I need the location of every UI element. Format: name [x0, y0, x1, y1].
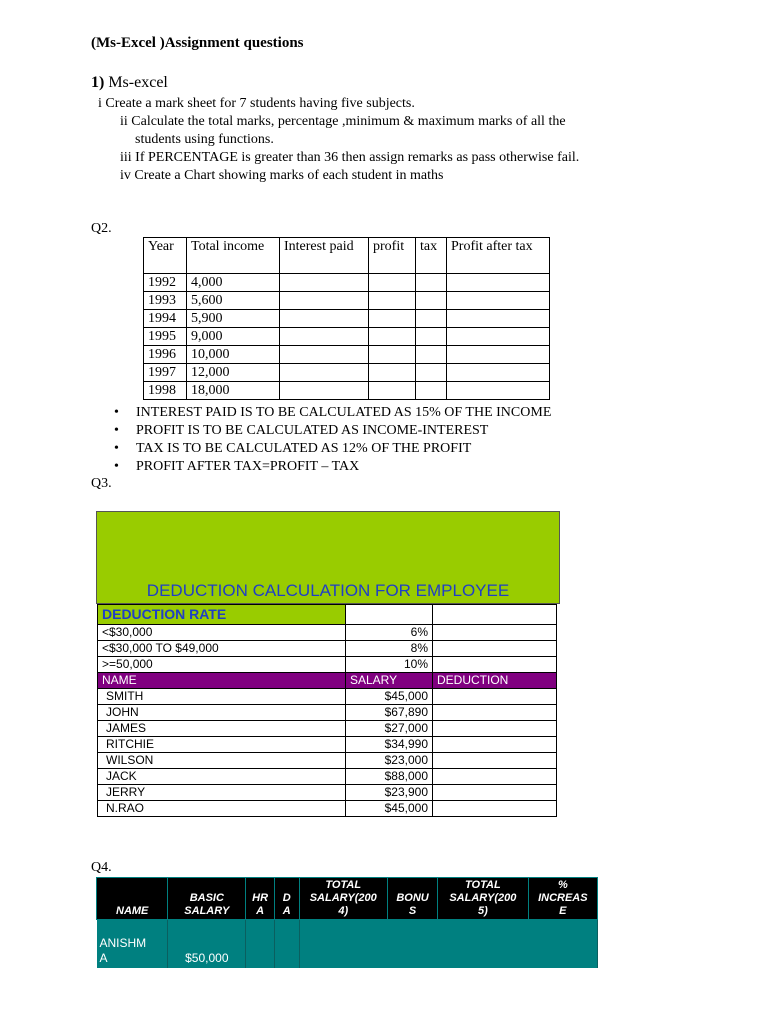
interest-cell[interactable]: [280, 382, 369, 400]
rate-heading-blank: [346, 605, 433, 625]
income-cell: 9,000: [187, 328, 280, 346]
employee-name: JERRY: [98, 785, 346, 801]
table-row: [98, 737, 557, 753]
profit-cell[interactable]: [369, 382, 416, 400]
list-item: • PROFIT IS TO BE CALCULATED AS INCOME-INTEREST: [112, 422, 551, 440]
employee-header-row: [98, 673, 557, 689]
blank-cell: [433, 657, 557, 673]
table-row: [98, 801, 557, 817]
rate-range: <$30,000 TO $49,000: [98, 641, 346, 657]
header-line: TOTAL: [325, 879, 362, 891]
employee-salary: $45,000: [346, 801, 433, 817]
header-name: NAME: [98, 673, 346, 689]
deduction-cell[interactable]: [433, 705, 557, 721]
table-row: [144, 310, 550, 328]
deduction-cell[interactable]: [433, 721, 557, 737]
deduction-cell[interactable]: [433, 689, 557, 705]
header-tax: tax: [416, 238, 447, 274]
profit-after-tax-cell[interactable]: [447, 292, 550, 310]
rate-range: >=50,000: [98, 657, 346, 673]
q1-heading: [91, 74, 168, 92]
profit-cell[interactable]: [369, 346, 416, 364]
q2-income-table: [143, 237, 550, 400]
header-line: HR: [252, 892, 269, 904]
profit-after-tax-cell[interactable]: [447, 364, 550, 382]
remaining-cells[interactable]: [299, 920, 598, 969]
profit-cell[interactable]: [369, 364, 416, 382]
year-cell: 1993: [144, 292, 187, 310]
header-line: 4): [338, 905, 349, 917]
q1-number: 1): [91, 74, 105, 91]
income-cell: 5,600: [187, 292, 280, 310]
employee-salary: $45,000: [346, 689, 433, 705]
profit-after-tax-cell[interactable]: [447, 382, 550, 400]
year-cell: 1996: [144, 346, 187, 364]
blank-cell: [433, 641, 557, 657]
employee-name: JOHN: [98, 705, 346, 721]
profit-cell[interactable]: [369, 274, 416, 292]
table-row: [98, 721, 557, 737]
header-total-salary-2004: [299, 878, 387, 920]
header-line: E: [559, 905, 567, 917]
income-cell: 4,000: [187, 274, 280, 292]
list-item: • INTEREST PAID IS TO BE CALCULATED AS 15% OF THE INCOME: [112, 404, 551, 422]
employee-name: SMITH: [98, 689, 346, 705]
q4-label: Q4.: [91, 860, 112, 875]
header-profit-after-tax: Profit after tax: [447, 238, 550, 274]
table-row: [97, 920, 598, 969]
header-year: Year: [144, 238, 187, 274]
employee-name: JAMES: [98, 721, 346, 737]
q3-title-banner: [96, 511, 560, 604]
profit-cell[interactable]: [369, 292, 416, 310]
rate-row: [98, 657, 557, 673]
deduction-cell[interactable]: [433, 769, 557, 785]
q1-title: Ms-excel: [108, 74, 168, 91]
employee-salary: $27,000: [346, 721, 433, 737]
header-line: A: [282, 905, 291, 917]
header-line: SALARY: [184, 905, 230, 917]
employee-name: JACK: [98, 769, 346, 785]
table-row: [144, 364, 550, 382]
tax-cell[interactable]: [416, 346, 447, 364]
table-row: [144, 274, 550, 292]
tax-cell[interactable]: [416, 364, 447, 382]
year-cell: 1995: [144, 328, 187, 346]
header-line: BASIC: [189, 892, 224, 904]
year-cell: 1994: [144, 310, 187, 328]
deduction-cell[interactable]: [433, 737, 557, 753]
list-item: • PROFIT AFTER TAX=PROFIT – TAX: [112, 458, 551, 476]
table-row: [98, 689, 557, 705]
q1-item-ii: [120, 113, 640, 149]
tax-cell[interactable]: [416, 274, 447, 292]
interest-cell[interactable]: [280, 364, 369, 382]
profit-after-tax-cell[interactable]: [447, 310, 550, 328]
table-row: [144, 382, 550, 400]
header-name: [97, 878, 168, 920]
deduction-cell[interactable]: [433, 785, 557, 801]
header-line: NAME: [116, 905, 149, 917]
year-cell: 1992: [144, 274, 187, 292]
deduction-rate-heading-row: [98, 605, 557, 625]
rate-row: [98, 625, 557, 641]
header-da: [274, 878, 299, 920]
q2-label: Q2.: [91, 221, 112, 236]
employee-salary: $88,000: [346, 769, 433, 785]
employee-name: RITCHIE: [98, 737, 346, 753]
deduction-rate-heading: DEDUCTION RATE: [98, 605, 346, 625]
header-basic-salary: [168, 878, 246, 920]
table-row: [144, 292, 550, 310]
employee-name: N.RAO: [98, 801, 346, 817]
profit-after-tax-cell[interactable]: [447, 328, 550, 346]
interest-cell[interactable]: [280, 310, 369, 328]
interest-cell[interactable]: [280, 346, 369, 364]
q2-instructions-list: [112, 404, 551, 476]
header-line: %: [557, 879, 568, 891]
header-line: D: [282, 892, 291, 904]
basic-salary-cell: $50,000: [168, 920, 246, 969]
table-row: [98, 753, 557, 769]
q1-item-iii: iii If PERCENTAGE is greater than 36 then assign remarks as pass otherwise fail.: [120, 150, 580, 165]
header-percent-increase: [528, 878, 597, 920]
table-header-row: [144, 238, 550, 274]
interest-cell[interactable]: [280, 292, 369, 310]
header-deduction: DEDUCTION: [433, 673, 557, 689]
header-line: S: [408, 905, 417, 917]
header-line: SALARY(200: [449, 892, 517, 904]
profit-after-tax-cell[interactable]: [447, 346, 550, 364]
header-interest-paid: Interest paid: [280, 238, 369, 274]
employee-salary: $23,900: [346, 785, 433, 801]
rate-range: <$30,000: [98, 625, 346, 641]
rate-heading-blank: [433, 605, 557, 625]
header-profit: profit: [369, 238, 416, 274]
q3-title: DEDUCTION CALCULATION FOR EMPLOYEE: [146, 581, 510, 600]
blank-cell: [433, 625, 557, 641]
header-total-salary-2005: [438, 878, 529, 920]
employee-name: [97, 920, 168, 969]
tax-cell[interactable]: [416, 328, 447, 346]
list-item: • TAX IS TO BE CALCULATED AS 12% OF THE PROFIT: [112, 440, 551, 458]
da-cell[interactable]: [274, 920, 299, 969]
employee-salary: $23,000: [346, 753, 433, 769]
q4-salary-table: [96, 877, 598, 968]
table-row: [98, 785, 557, 801]
header-total-income: Total income: [187, 238, 280, 274]
income-cell: 10,000: [187, 346, 280, 364]
header-hra: [246, 878, 275, 920]
header-line: A: [256, 905, 265, 917]
profit-cell[interactable]: [369, 328, 416, 346]
header-line: TOTAL: [465, 879, 501, 891]
table-row: [98, 769, 557, 785]
tax-cell[interactable]: [416, 292, 447, 310]
employee-salary: $67,890: [346, 705, 433, 721]
hra-cell[interactable]: [246, 920, 275, 969]
q1-item-ii-line1: ii Calculate the total marks, percentage ,minimum & maximum marks of all the: [120, 114, 566, 129]
header-line: SALARY(200: [309, 892, 377, 904]
rate-value: 6%: [346, 625, 433, 641]
interest-cell[interactable]: [280, 328, 369, 346]
rate-value: 8%: [346, 641, 433, 657]
rate-row: [98, 641, 557, 657]
employee-name: WILSON: [98, 753, 346, 769]
q1-item-ii-line2: students using functions.: [135, 132, 274, 147]
header-line: BONU: [396, 892, 429, 904]
income-cell: 18,000: [187, 382, 280, 400]
table-row: [144, 328, 550, 346]
name-line: ANISHM: [99, 936, 147, 950]
q1-item-iv: iv Create a Chart showing marks of each student in maths: [120, 168, 444, 183]
q3-label: Q3.: [91, 476, 112, 491]
income-cell: 5,900: [187, 310, 280, 328]
q1-item-i: i Create a mark sheet for 7 students having five subjects.: [98, 96, 415, 111]
employee-salary: $34,990: [346, 737, 433, 753]
tax-cell[interactable]: [416, 382, 447, 400]
header-salary: SALARY: [346, 673, 433, 689]
income-cell: 12,000: [187, 364, 280, 382]
year-cell: 1998: [144, 382, 187, 400]
interest-cell[interactable]: [280, 274, 369, 292]
table-row: [144, 346, 550, 364]
name-line: A: [99, 951, 108, 965]
header-line: 5): [477, 905, 488, 917]
profit-cell[interactable]: [369, 310, 416, 328]
header-line: INCREAS: [538, 892, 588, 904]
table-header-row: [97, 878, 598, 920]
deduction-cell[interactable]: [433, 801, 557, 817]
header-bonus: [387, 878, 437, 920]
document-title: (Ms-Excel )Assignment questions: [91, 35, 304, 51]
tax-cell[interactable]: [416, 310, 447, 328]
rate-value: 10%: [346, 657, 433, 673]
deduction-cell[interactable]: [433, 753, 557, 769]
year-cell: 1997: [144, 364, 187, 382]
profit-after-tax-cell[interactable]: [447, 274, 550, 292]
table-row: [98, 705, 557, 721]
q3-deduction-table: [97, 604, 557, 817]
